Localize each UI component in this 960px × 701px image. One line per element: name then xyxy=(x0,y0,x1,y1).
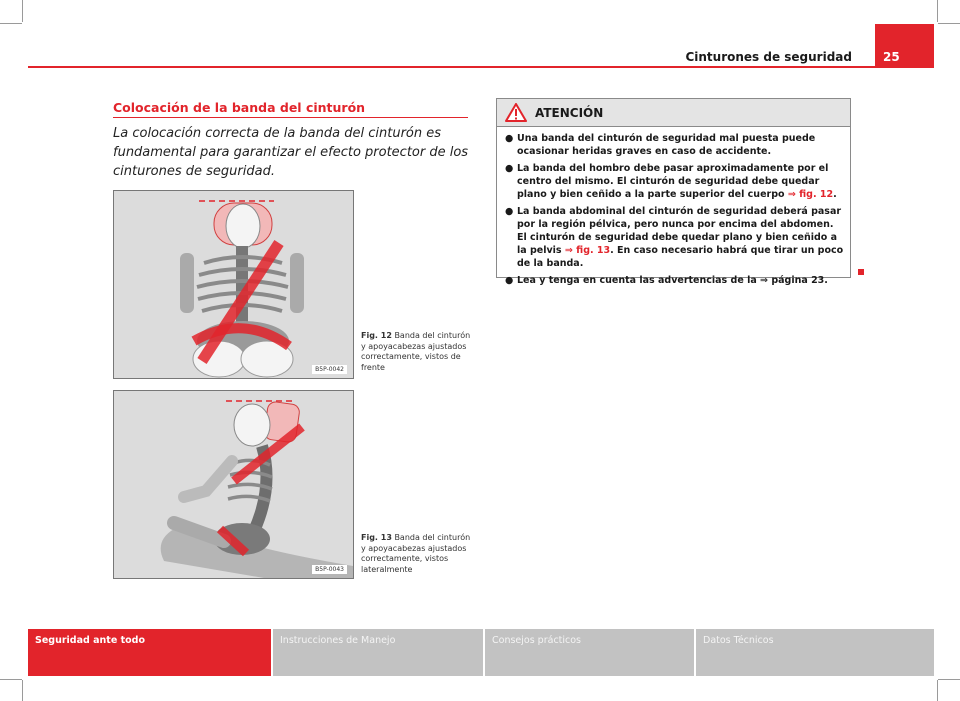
footer-tab-datos[interactable]: Datos Técnicos xyxy=(696,629,934,676)
figure-caption xyxy=(361,331,471,373)
figure-number: Fig. 13 xyxy=(361,533,392,542)
figure-reference-link[interactable]: ⇒ fig. 12 xyxy=(787,189,834,200)
warning-body xyxy=(497,127,850,287)
warning-box xyxy=(496,98,851,286)
footer-nav xyxy=(28,629,934,676)
warning-header xyxy=(497,99,850,127)
running-header: Cinturones de seguridad xyxy=(685,50,852,64)
section-intro: La colocación correcta de la banda del cinturón es fundamental para garantizar el efecto protector de los cinturones de seguridad. xyxy=(113,126,469,179)
figure-reference-link[interactable]: ⇒ fig. 13 xyxy=(564,245,611,256)
footer-tab-consejos[interactable]: Consejos prácticos xyxy=(485,629,694,676)
warning-item-text: La banda del hombro debe pasar aproximadamente por el centro del mismo. El cinturón de seguridad debe quedar plano y bien ceñido a la parte superior del cuerpo xyxy=(517,163,829,200)
crop-mark xyxy=(938,679,960,680)
crop-mark xyxy=(937,0,938,22)
bullet: ● xyxy=(505,275,514,286)
warning-item xyxy=(503,205,844,270)
bullet: ● xyxy=(505,163,514,174)
section-end-marker xyxy=(858,269,864,275)
crop-mark xyxy=(938,23,960,24)
figure-side-view xyxy=(113,390,354,579)
warning-title: ATENCIÓN xyxy=(535,106,604,120)
crop-mark xyxy=(0,679,22,680)
figure-caption xyxy=(361,533,471,575)
crop-mark xyxy=(0,23,22,24)
bullet: ● xyxy=(505,133,514,144)
warning-item xyxy=(503,162,844,201)
figure-code: B5P-0043 xyxy=(312,565,347,574)
skeleton-front-illustration xyxy=(114,191,353,378)
bullet: ● xyxy=(505,206,514,217)
warning-item xyxy=(503,132,844,158)
warning-item-text-tail: . xyxy=(833,189,837,200)
crop-mark xyxy=(22,680,23,701)
footer-tab-instrucciones[interactable]: Instrucciones de Manejo xyxy=(273,629,483,676)
section-rule xyxy=(113,117,468,118)
page-number: 25 xyxy=(875,24,934,68)
warning-item-text: La banda abdominal del cinturón de seguridad deberá pasar por la región pélvica, pero nunca por encima del abdomen. El cinturón de seguridad debe quedar plano y bien ceñido a la pelvis xyxy=(517,206,842,256)
skeleton-side-illustration xyxy=(114,391,353,578)
crop-mark xyxy=(937,680,938,701)
footer-tab-seguridad[interactable]: Seguridad ante todo xyxy=(28,629,271,676)
figure-number: Fig. 12 xyxy=(361,331,392,340)
warning-item-text: Una banda del cinturón de seguridad mal puesta puede ocasionar heridas graves en caso de accidente. xyxy=(517,133,816,157)
warning-triangle-icon xyxy=(505,103,527,122)
warning-item-text-tail: . En caso necesario habrá que tirar un poco de la banda. xyxy=(517,245,844,269)
figure-code: B5P-0042 xyxy=(312,365,347,374)
crop-mark xyxy=(22,0,23,22)
warning-item-text: Lea y tenga en cuenta las advertencias de la ⇒ página 23. xyxy=(517,275,828,286)
header-rule xyxy=(28,66,934,68)
figure-front-view xyxy=(113,190,354,379)
figure-caption-text: Banda del cinturón y apoyacabezas ajustados correctamente, vistos lateralmente xyxy=(361,533,471,574)
figure-caption-text: Banda del cinturón y apoyacabezas ajustados correctamente, vistos de frente xyxy=(361,331,471,372)
section-title: Colocación de la banda del cinturón xyxy=(113,100,366,115)
warning-item xyxy=(503,274,844,287)
